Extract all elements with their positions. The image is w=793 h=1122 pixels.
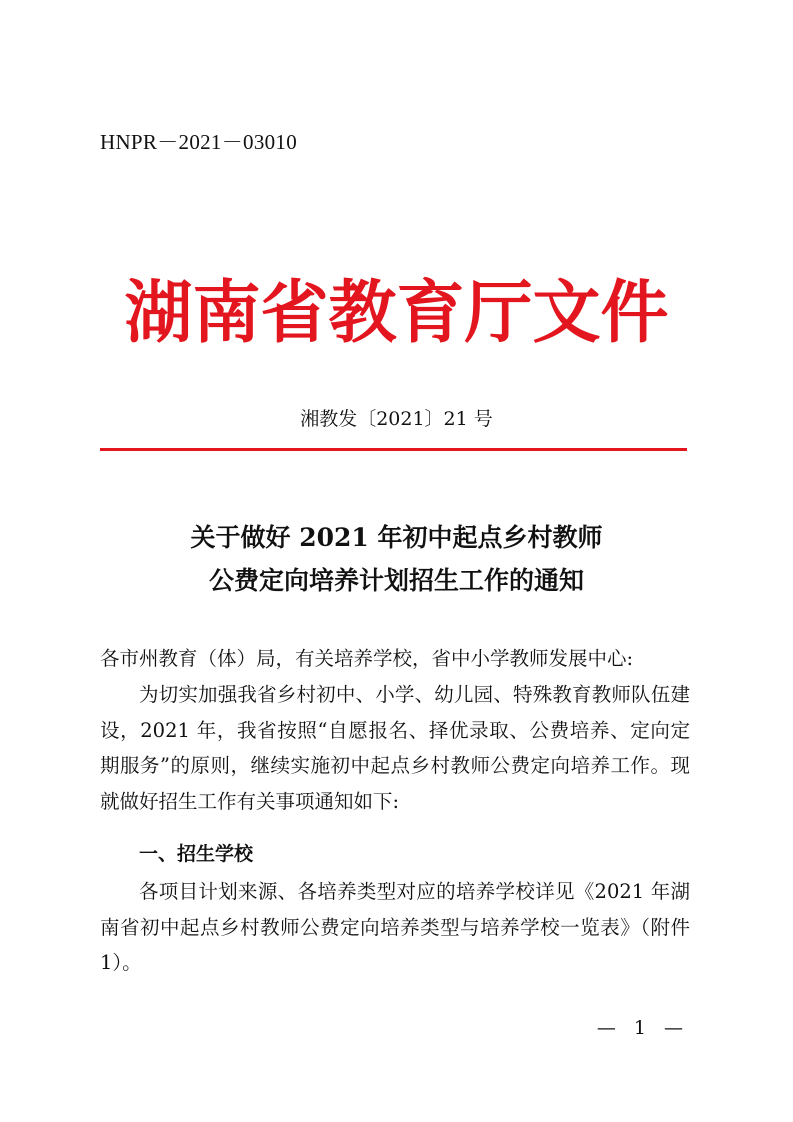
document-code: HNPR－2021－03010 — [100, 130, 298, 154]
notice-title-line-2: 公费定向培养计划招生工作的通知 — [208, 566, 584, 595]
paragraph-schools: 各项目计划来源、各培养类型对应的培养学校详见《2021 年湖南省初中起点乡村教师公费定向培养类型与培养学校一览表》（附件 1）。 — [100, 880, 690, 974]
issue-number: 湘教发〔2021〕21 号 — [300, 408, 493, 430]
masthead-title: 湖南省教育厅文件 — [124, 273, 669, 353]
section-heading-enrollment-schools: 一、招生学校 — [139, 843, 254, 865]
page-number: — 1 — — [596, 1017, 689, 1039]
red-separator-line — [100, 448, 687, 451]
salutation: 各市州教育（体）局，有关培养学校，省中小学教师发展中心: — [100, 647, 634, 670]
notice-title — [0, 516, 793, 602]
paragraph-intro: 为切实加强我省乡村初中、小学、幼儿园、特殊教育教师队伍建设，2021 年，我省按照“自愿报名、择优录取、公费培养、定向定期服务”的原则，继续实施初中起点乡村教师公费定向培养工作。现就做好招生工作有关事项通知如下: — [100, 683, 690, 813]
notice-title-line-1: 关于做好 2021 年初中起点乡村教师 — [190, 523, 603, 552]
